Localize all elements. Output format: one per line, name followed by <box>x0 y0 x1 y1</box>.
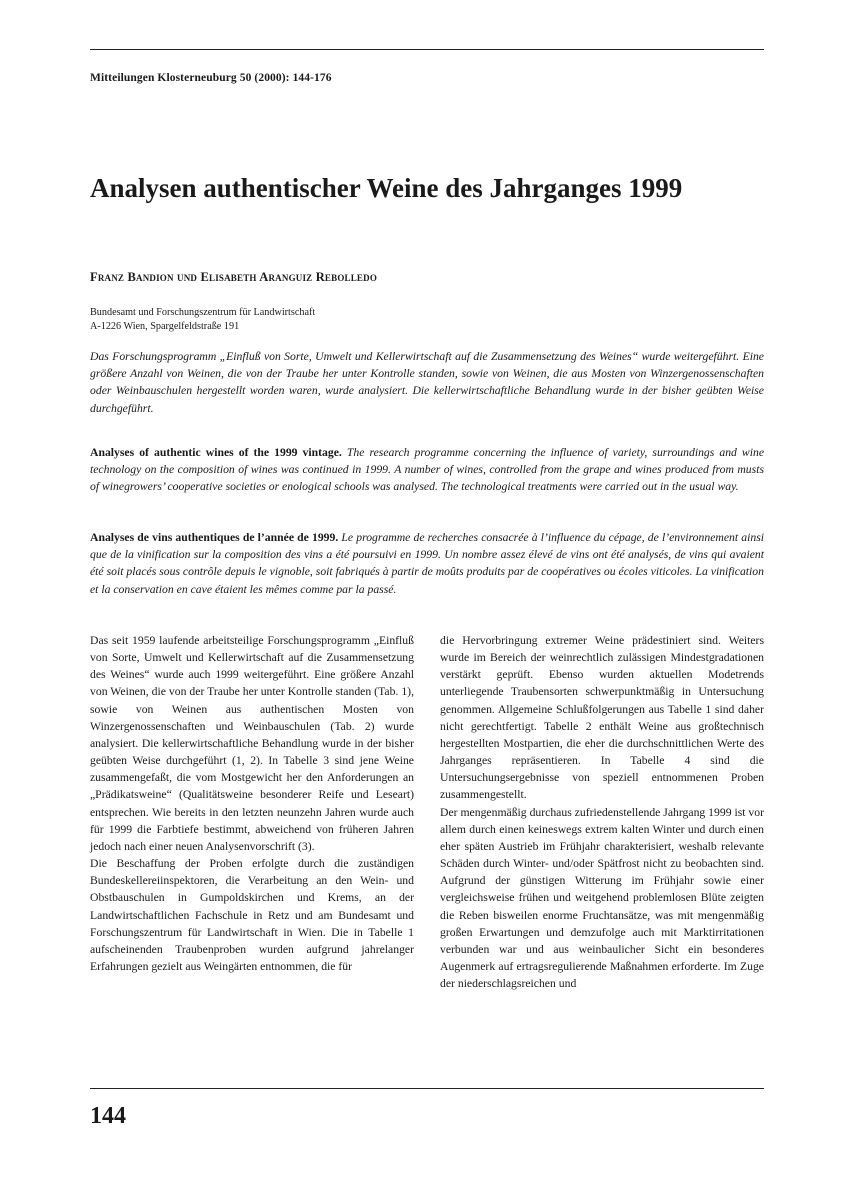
body-paragraph: Der mengenmäßig durchaus zufriedenstellende Jahrgang 1999 ist vor allem durch einen keineswegs extrem kalten Winter und durch einen eher späten Austrieb im Frühjahr charakterisiert, weshalb relevante Schäden durch Winter- und/oder Spätfrost nicht zu beobachten sind. Aufgrund der günstigen Witterung im Frühjahr sowie einer vergleichsweise frühen und weitgehend problemlosen Blüte zeigten die Reben bisweilen enorme Fruchtansätze, was mit mengenmäßig großen Erwartungen und demzufolge auch mit Marktirritationen verbunden war und aus weinbaulicher Sicht ein besonderes Augenmerk auf ertragsregulierende Maßnahmen erforderte. Im Zuge der niederschlagsreichen und <box>440 805 765 991</box>
affiliation-line: Bundesamt und Forschungszentrum für Landwirtschaft <box>90 307 316 318</box>
affiliation-address: A-1226 Wien, Spargelfeldstraße 191 <box>90 321 240 332</box>
body-column-left <box>90 632 414 975</box>
footer-rule <box>90 1088 764 1089</box>
abstract-french-text: Le programme de recherches consacrée à l’influence du cépage, de l’environnement ainsi que de la vinification sur la composition des vins a été poursuivi en 1999. Un nombre assez élevé de vins ont été analysés, de vins qui avaient été soit placés sous contrôle depuis le vignoble, soit fabriqués à partir de moûts produits par de coopératives ou écoles viticoles. La vinification et la conservation en cave étaient les mêmes comme par la passé. <box>90 531 764 596</box>
affiliation <box>90 306 315 334</box>
abstract-german-text: Das Forschungsprogramm „Einfluß von Sorte, Umwelt und Kellerwirtschaft auf die Zusammensetzung des Weines“ wurde weitergeführt. Eine größere Anzahl von Weinen, die von der Traube her unter Kontrolle standen, sowie von Weinen, die aus Mosten von Winzergenossenschaften oder Weinbauschulen hergestellt worden waren, wurde analysiert. Die kellerwirtschaftliche Behandlung wurde in der bisher geübten Weise durchgeführt. <box>90 350 764 415</box>
abstract-english-heading: Analyses of authentic wines of the 1999 vintage. <box>90 446 342 459</box>
body-paragraph: Die Beschaffung der Proben erfolgte durch die zuständigen Bundeskellereiinspektoren, die Verarbeitung an den Wein- und Obstbauschulen in Gumpoldskirchen und Krems, an der Landwirtschaftlichen Fachschule in Retz und am Bundesamt und Forschungszentrum für Landwirtschaft in Wien. Die in Tabelle 1 aufscheinenden Traubenproben wurden aufgrund jahrelanger Erfahrungen gezielt aus Weingärten entnommen, die für <box>90 857 414 973</box>
body-paragraph: die Hervorbringung extremer Weine prädestiniert sind. Weiters wurde im Bereich der weinrechtlich zulässigen Mindestgradationen verstärkt geprüft. Ebenso wurden aktuellen Modetrends unterliegende Traubensorten schwerpunktmäßig in Untersuchung genommen. Allgemeine Schlußfolgerungen aus Tabelle 1 sind daher nicht gerechtfertigt. Tabelle 2 enthält Weine aus großtechnisch hergestellten Mostpartien, die eher die durchschnittlichen Werte des Jahrganges repräsentieren. In Tabelle 4 sind die Untersuchungsergebnisse von speziell entnommenen Proben zusammengestellt. <box>440 634 764 802</box>
abstract-english-text: The research programme concerning the influence of variety, surroundings and wine technology on the composition of wines was continued in 1999. A number of wines, controlled from the grape and wines produced from musts of winegrowers’ cooperative societies or enological schools was analysed. The technological treatments were carried out in the usual way. <box>90 446 765 494</box>
body-column-right <box>440 632 764 992</box>
article-title: Analysen authentischer Weine des Jahrganges 1999 <box>90 173 683 203</box>
abstract-french <box>90 529 764 598</box>
authors: Franz Bandion und Elisabeth Aranguiz Rebolledo <box>90 270 378 284</box>
abstract-german <box>90 348 764 417</box>
header-rule <box>90 49 764 50</box>
abstract-french-heading: Analyses de vins authentiques de l’année de 1999. <box>90 531 339 544</box>
abstract-english <box>90 444 764 496</box>
journal-citation: Mitteilungen Klosterneuburg 50 (2000): 144-176 <box>90 72 332 84</box>
page-number: 144 <box>90 1103 126 1129</box>
body-paragraph: Das seit 1959 laufende arbeitsteilige Forschungsprogramm „Einfluß von Sorte, Umwelt und Kellerwirtschaft auf die Zusammensetzung des Weines“ wurde auch 1999 weitergeführt. Eine größere Anzahl von Weinen, die von der Traube her unter Kontrolle standen (Tab. 1), sowie von Weinen aus authentischen Mosten von Winzergenossenschaften und Weinbauschulen (Tab. 2) wurde analysiert. Die kellerwirtschaftliche Behandlung wurde in der bisher geübten Weise durchgeführt (1, 2). In Tabelle 3 sind jene Weine zusammengefaßt, die vom Mostgewicht her den Anforderungen an „Prädikatsweine“ (Qualitätsweine besonderer Reife und Leseart) entsprechen. Wie bereits in den letzten neunzehn Jahren wurde auch für 1999 die Farbtiefe bestimmt, abweichend von früheren Jahren jedoch nach einer neuen Analysenvorschrift (3). <box>90 634 414 853</box>
